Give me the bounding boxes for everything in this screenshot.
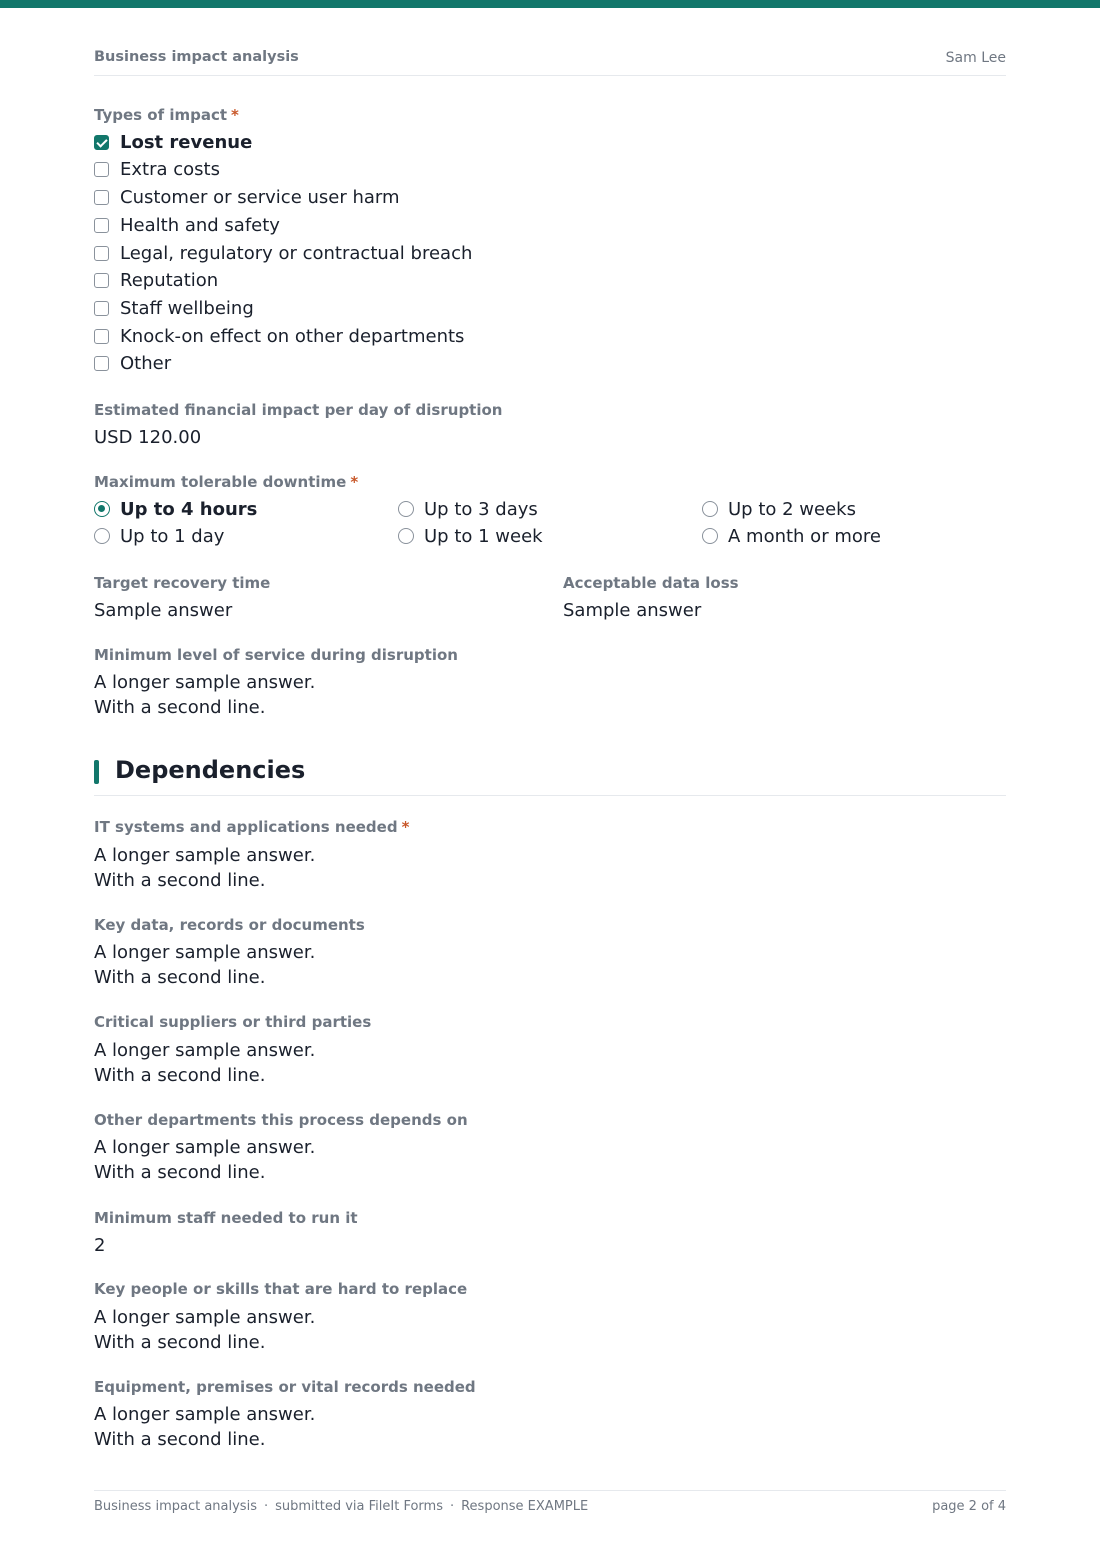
required-mark: * xyxy=(401,818,410,836)
it-systems-label-text: IT systems and applications needed xyxy=(94,818,398,836)
downtime-option-2-weeks[interactable] xyxy=(702,496,856,522)
radio-icon xyxy=(94,528,110,544)
checkbox-icon xyxy=(94,356,109,371)
radio-icon xyxy=(398,528,414,544)
downtime-option-label: Up to 3 days xyxy=(424,498,538,520)
other-departments-line-1: A longer sample answer. xyxy=(94,1137,316,1158)
footer-separator: · xyxy=(263,1499,269,1514)
it-systems-label xyxy=(94,818,409,836)
min-service-line-1: A longer sample answer. xyxy=(94,672,316,693)
user-name: Sam Lee xyxy=(945,50,1006,66)
impact-option-label: Other xyxy=(120,352,172,374)
data-loss-value: Sample answer xyxy=(563,600,702,621)
footer-submitted: submitted via FileIt Forms xyxy=(275,1499,443,1514)
impact-option-legal-breach[interactable] xyxy=(94,240,472,266)
checkbox-icon xyxy=(94,190,109,205)
suppliers-line-2: With a second line. xyxy=(94,1065,266,1086)
equipment-line-1: A longer sample answer. xyxy=(94,1404,316,1425)
types-of-impact-label-text: Types of impact xyxy=(94,106,228,124)
radio-icon xyxy=(398,501,414,517)
key-data-label: Key data, records or documents xyxy=(94,916,365,934)
dependencies-section-header xyxy=(94,756,1006,796)
min-service-label: Minimum level of service during disruption xyxy=(94,646,458,664)
key-people-line-2: With a second line. xyxy=(94,1332,266,1353)
impact-option-label: Extra costs xyxy=(120,158,220,180)
impact-option-label: Knock-on effect on other departments xyxy=(120,325,465,347)
equipment-label: Equipment, premises or vital records needed xyxy=(94,1378,476,1396)
footer-separator: · xyxy=(449,1499,455,1514)
impact-option-extra-costs[interactable] xyxy=(94,156,220,182)
downtime-option-1-week[interactable] xyxy=(398,523,543,549)
min-staff-label: Minimum staff needed to run it xyxy=(94,1209,358,1227)
impact-option-label: Lost revenue xyxy=(120,131,253,153)
key-people-label: Key people or skills that are hard to replace xyxy=(94,1280,468,1298)
page-number: page 2 of 4 xyxy=(932,1499,1006,1514)
suppliers-line-1: A longer sample answer. xyxy=(94,1040,316,1061)
downtime-option-4-hours[interactable] xyxy=(94,496,257,522)
downtime-option-3-days[interactable] xyxy=(398,496,538,522)
impact-option-staff-wellbeing[interactable] xyxy=(94,295,254,321)
section-title: Dependencies xyxy=(115,756,306,784)
downtime-option-1-day[interactable] xyxy=(94,523,224,549)
downtime-label xyxy=(94,473,358,491)
checkbox-checked-icon xyxy=(94,135,109,150)
page-footer xyxy=(94,1490,1006,1520)
section-accent-bar xyxy=(94,760,99,784)
impact-option-reputation[interactable] xyxy=(94,267,218,293)
checkbox-icon xyxy=(94,218,109,233)
downtime-option-label: Up to 4 hours xyxy=(120,498,258,520)
downtime-option-label: Up to 1 week xyxy=(424,525,543,547)
types-of-impact-label xyxy=(94,106,239,124)
downtime-option-label: Up to 2 weeks xyxy=(728,498,856,520)
checkbox-icon xyxy=(94,273,109,288)
financial-impact-value: USD 120.00 xyxy=(94,427,202,448)
recovery-time-value: Sample answer xyxy=(94,600,233,621)
impact-option-label: Health and safety xyxy=(120,214,280,236)
suppliers-label: Critical suppliers or third parties xyxy=(94,1013,372,1031)
impact-option-label: Customer or service user harm xyxy=(120,186,400,208)
form-title: Business impact analysis xyxy=(94,49,299,65)
key-people-line-1: A longer sample answer. xyxy=(94,1307,316,1328)
impact-option-label: Staff wellbeing xyxy=(120,297,254,319)
checkbox-icon xyxy=(94,301,109,316)
recovery-time-label: Target recovery time xyxy=(94,574,271,592)
footer-form-name: Business impact analysis xyxy=(94,1499,257,1514)
checkbox-icon xyxy=(94,246,109,261)
impact-option-knock-on[interactable] xyxy=(94,323,464,349)
impact-option-label: Legal, regulatory or contractual breach xyxy=(120,242,473,264)
impact-option-label: Reputation xyxy=(120,269,219,291)
other-departments-label: Other departments this process depends on xyxy=(94,1111,468,1129)
other-departments-line-2: With a second line. xyxy=(94,1162,266,1183)
page-header xyxy=(94,48,1006,76)
impact-option-other[interactable] xyxy=(94,350,171,376)
financial-impact-label: Estimated financial impact per day of disruption xyxy=(94,401,503,419)
downtime-option-month-or-more[interactable] xyxy=(702,523,881,549)
footer-meta xyxy=(94,1499,588,1514)
required-mark: * xyxy=(231,106,239,124)
radio-icon xyxy=(702,501,718,517)
downtime-option-label: A month or more xyxy=(728,525,881,547)
top-accent-bar xyxy=(0,0,1100,8)
footer-response: Response EXAMPLE xyxy=(461,1499,589,1514)
it-systems-line-2: With a second line. xyxy=(94,870,266,891)
required-mark: * xyxy=(350,473,359,491)
radio-selected-icon xyxy=(94,501,110,517)
impact-option-lost-revenue[interactable] xyxy=(94,129,252,155)
data-loss-label: Acceptable data loss xyxy=(563,574,739,592)
impact-option-customer-harm[interactable] xyxy=(94,184,400,210)
key-data-line-2: With a second line. xyxy=(94,967,266,988)
downtime-option-label: Up to 1 day xyxy=(120,525,225,547)
min-staff-value: 2 xyxy=(94,1235,106,1256)
min-service-line-2: With a second line. xyxy=(94,697,266,718)
impact-option-health-safety[interactable] xyxy=(94,212,280,238)
downtime-label-text: Maximum tolerable downtime xyxy=(94,473,347,491)
checkbox-icon xyxy=(94,329,109,344)
radio-icon xyxy=(702,528,718,544)
checkbox-icon xyxy=(94,162,109,177)
it-systems-line-1: A longer sample answer. xyxy=(94,845,316,866)
equipment-line-2: With a second line. xyxy=(94,1429,266,1450)
key-data-line-1: A longer sample answer. xyxy=(94,942,316,963)
